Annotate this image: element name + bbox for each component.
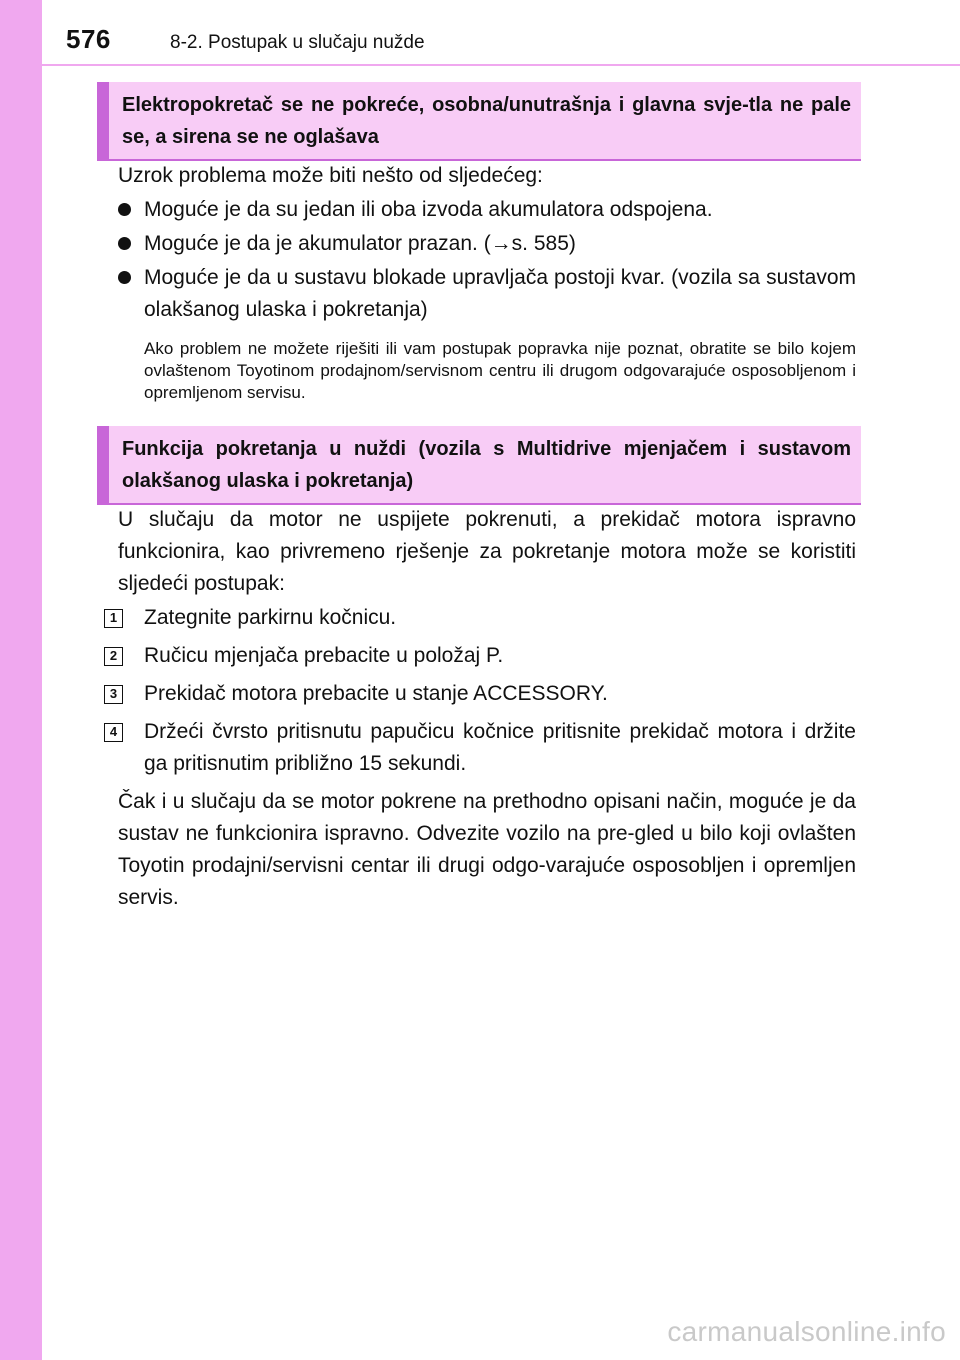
header-divider bbox=[42, 64, 960, 66]
section-heading-emergency-start: Funkcija pokretanja u nuždi (vozila s Multidrive mjenjačem i sustavom olakšanog ulaska i pokretanja) bbox=[97, 426, 861, 505]
section-heading-starter: Elektropokretač se ne pokreće, osobna/unutrašnja i glavna svje-tla ne pale se, a sirena se ne oglašava bbox=[97, 82, 861, 161]
page-number: 576 bbox=[66, 24, 111, 54]
bullet-text-page-ref[interactable]: Moguće je da je akumulator prazan. (→s. 585) bbox=[144, 232, 576, 255]
watermark: carmanualsonline.info bbox=[667, 1316, 946, 1347]
bullet-item bbox=[118, 194, 856, 226]
bullet-dot-icon bbox=[118, 203, 131, 216]
step-text: Prekidač motora prebacite u stanje ACCESSORY. bbox=[144, 682, 608, 705]
section-breadcrumb: 8-2. Postupak u slučaju nužde bbox=[170, 32, 425, 53]
step-text: Držeći čvrsto pritisnutu papučicu kočnice pritisnite prekidač motora i držite ga pritisnutim približno 15 sekundi. bbox=[144, 720, 856, 775]
intro-text: Uzrok problema može biti nešto od sljedećeg: bbox=[118, 164, 543, 187]
bullet-text: Moguće je da su jedan ili oba izvoda akumulatora odspojena. bbox=[144, 198, 713, 221]
step-number-badge: 4 bbox=[104, 723, 123, 742]
bullet-dot-icon bbox=[118, 237, 131, 250]
step-number-badge: 2 bbox=[104, 647, 123, 666]
side-band bbox=[0, 0, 42, 1360]
step-item bbox=[104, 716, 856, 780]
step-text: Ručicu mjenjača prebacite u položaj P. bbox=[144, 644, 504, 667]
note-text: Ako problem ne možete riješiti ili vam postupak popravka nije poznat, obratite se bilo kojem ovlaštenom Toyotinom prodajnom/servisnom centru ili drugom odgovarajuće osposobljenom i opremljenom servisu. bbox=[144, 339, 856, 402]
bullet-item bbox=[118, 228, 856, 260]
bullet-dot-icon bbox=[118, 271, 131, 284]
procedure-intro: U slučaju da motor ne uspijete pokrenuti, a prekidač motora ispravno funkcionira, kao privremeno rješenje za pokretanje motora može se koristiti sljedeći postupak: bbox=[118, 508, 856, 595]
bullet-text: Moguće je da u sustavu blokade upravljača postoji kvar. (vozila sa sustavom olakšanog ulaska i pokretanja) bbox=[144, 266, 856, 321]
step-item bbox=[104, 640, 856, 672]
bullet-item bbox=[118, 262, 856, 326]
step-item bbox=[104, 602, 856, 634]
step-number-badge: 1 bbox=[104, 609, 123, 628]
step-number-badge: 3 bbox=[104, 685, 123, 704]
step-text: Zategnite parkirnu kočnicu. bbox=[144, 606, 397, 629]
closing-text: Čak i u slučaju da se motor pokrene na prethodno opisani način, moguće je da sustav ne funkcionira ispravno. Odvezite vozilo na pre-gled u bilo koji ovlašten Toyotin prodajni/servisni centar ili drugi odgo-varajuće osposobljen i opremljen servis. bbox=[118, 790, 856, 909]
step-item bbox=[104, 678, 856, 710]
